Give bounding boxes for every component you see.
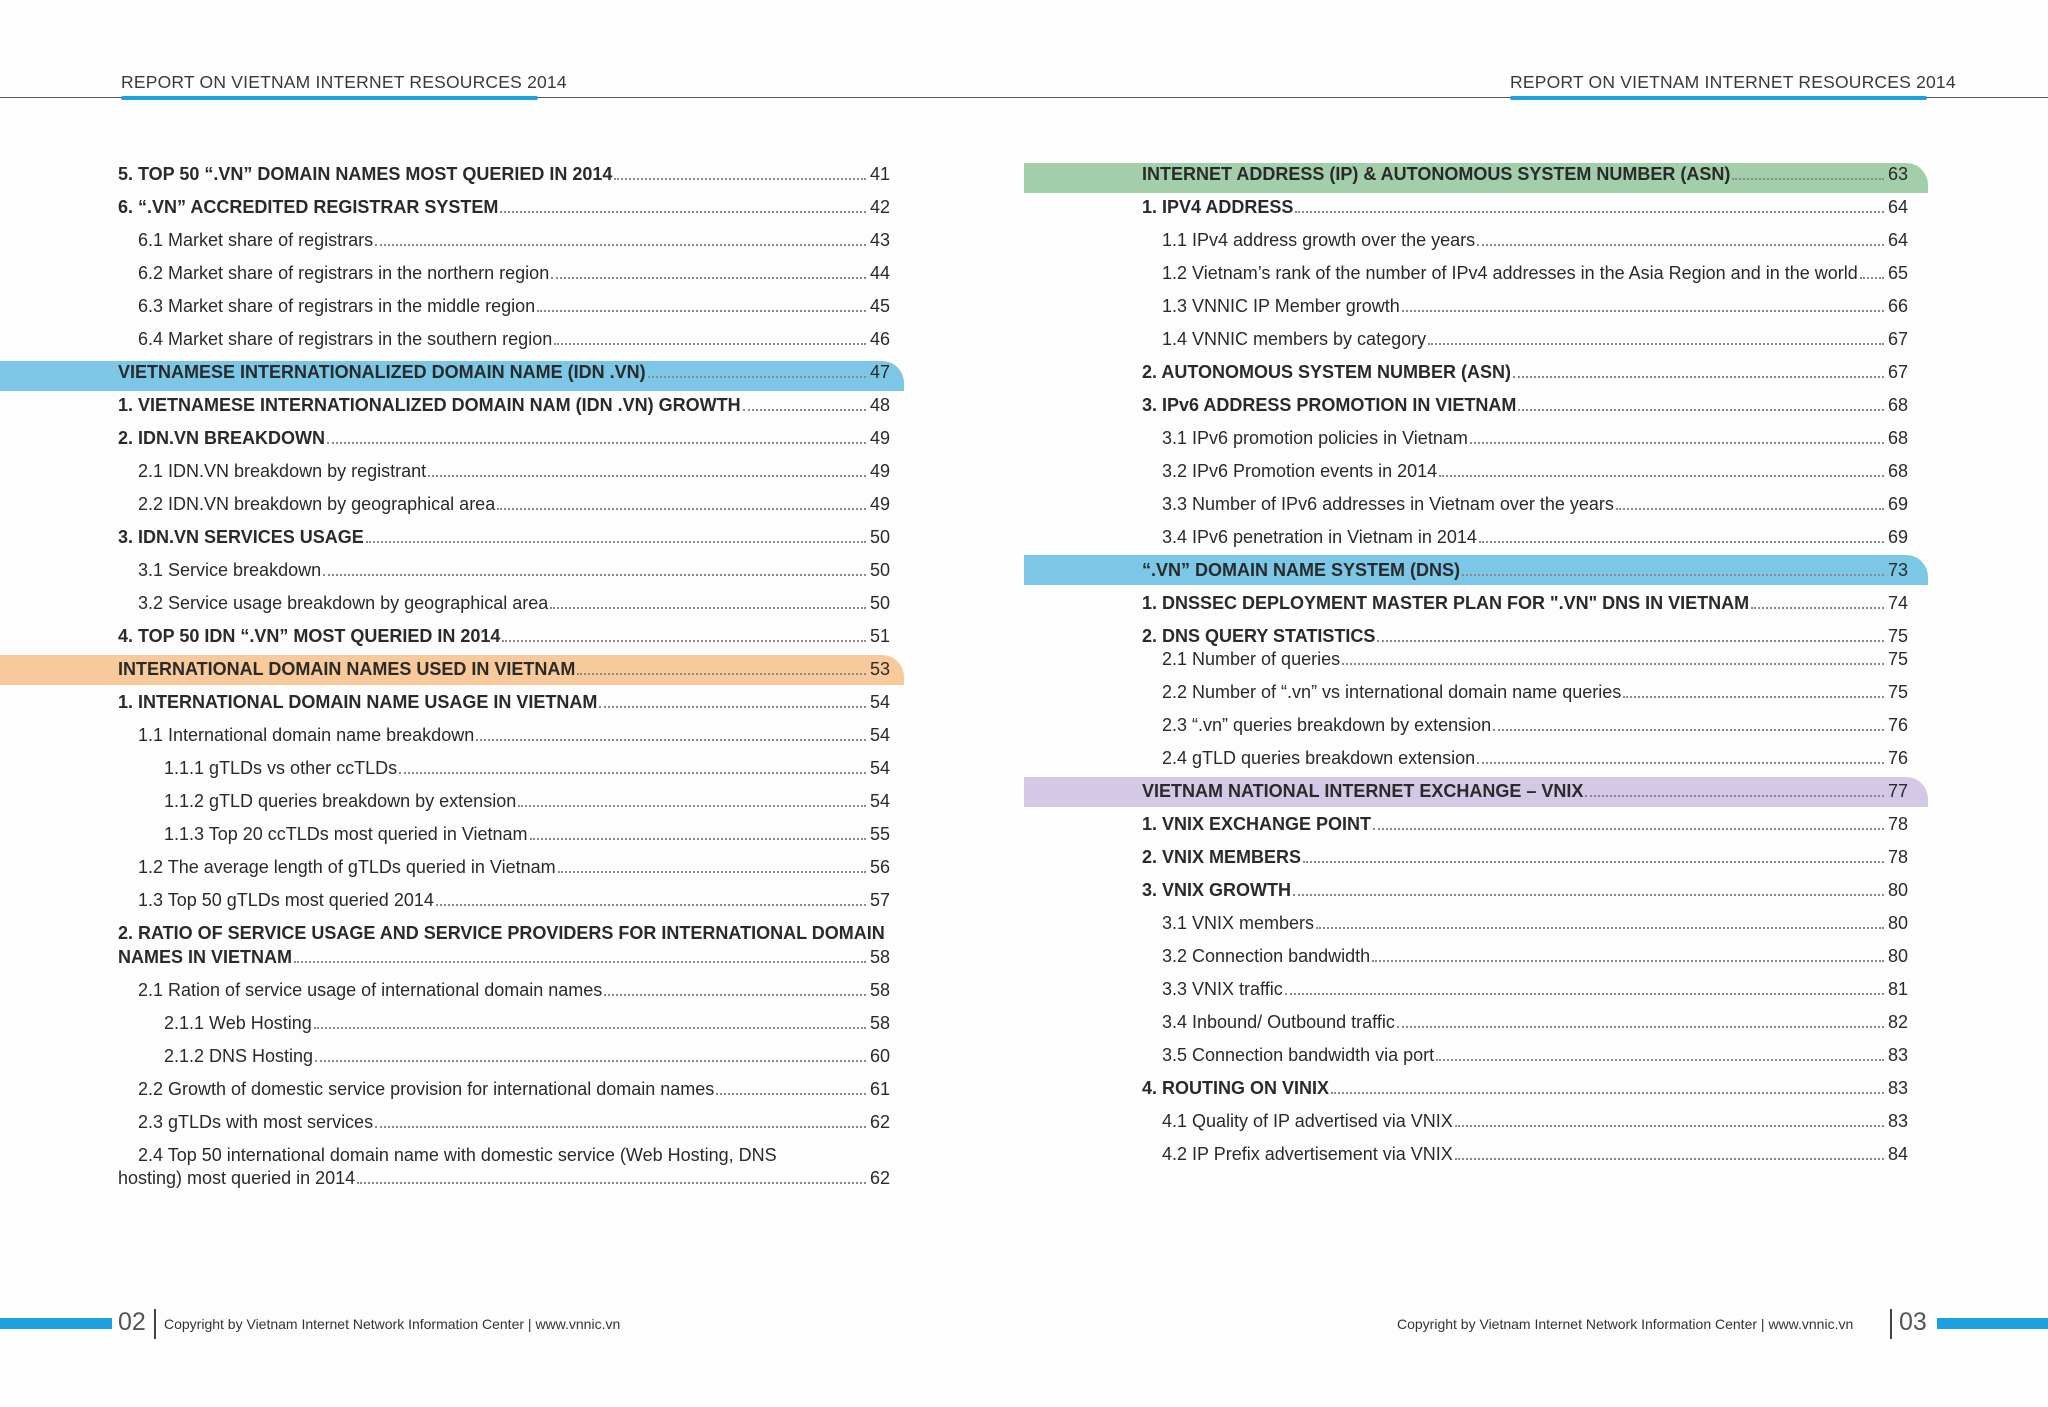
dot-leader <box>1439 474 1884 477</box>
dot-leader <box>315 1059 866 1062</box>
toc-page: 54 <box>869 692 890 712</box>
toc-label: 3.1 IPv6 promotion policies in Vietnam <box>1162 428 1468 448</box>
dot-leader <box>375 1125 866 1128</box>
toc-page: 58 <box>869 947 890 967</box>
dot-leader <box>577 672 866 675</box>
toc-entry[interactable] <box>118 1167 890 1189</box>
toc-page: 46 <box>869 329 890 349</box>
toc-entry[interactable] <box>1162 978 1908 1000</box>
toc-entry[interactable] <box>1142 846 1908 868</box>
toc-page: 43 <box>869 230 890 250</box>
toc-entry[interactable] <box>164 757 890 779</box>
toc-page: 81 <box>1887 979 1908 999</box>
toc-page: 62 <box>869 1168 890 1188</box>
toc-section-heading[interactable] <box>1142 559 1908 581</box>
toc-entry[interactable] <box>118 946 890 968</box>
toc-label: INTERNATIONAL DOMAIN NAMES USED IN VIETNAM <box>118 659 576 679</box>
toc-page: 50 <box>869 527 890 547</box>
dot-leader <box>1477 243 1884 246</box>
toc-label: NAMES IN VIETNAM <box>118 947 293 967</box>
toc-label: 3.3 Number of IPv6 addresses in Vietnam over the years <box>1162 494 1614 514</box>
toc-page: 51 <box>869 626 890 646</box>
toc-entry[interactable] <box>138 229 890 251</box>
dot-leader <box>554 342 866 345</box>
dot-leader <box>1455 1157 1884 1160</box>
toc-label: 2.2 IDN.VN breakdown by geographical area <box>138 494 496 514</box>
toc-label: 1.1 International domain name breakdown <box>138 725 475 745</box>
dot-leader <box>1428 342 1884 345</box>
toc-label: 3.4 IPv6 penetration in Vietnam in 2014 <box>1162 527 1477 547</box>
toc-page: 50 <box>869 560 890 580</box>
toc-entry[interactable] <box>1162 460 1908 482</box>
toc-entry[interactable] <box>1162 1011 1908 1033</box>
toc-label: hosting) most queried in 2014 <box>118 1168 356 1188</box>
toc-entry[interactable] <box>1162 681 1908 703</box>
toc-page: 57 <box>869 890 890 910</box>
toc-page: 68 <box>1887 461 1908 481</box>
toc-page: 63 <box>1887 164 1908 184</box>
toc-page: 84 <box>1887 1144 1908 1164</box>
toc-label: VIETNAMESE INTERNATIONALIZED DOMAIN NAME (IDN .VN) <box>118 362 646 382</box>
dot-leader <box>357 1181 866 1184</box>
toc-entry[interactable] <box>138 493 890 515</box>
dot-leader <box>294 960 866 963</box>
toc-label: 1. INTERNATIONAL DOMAIN NAME USAGE IN VIETNAM <box>118 692 598 712</box>
toc-entry[interactable] <box>1142 1077 1908 1099</box>
toc-page: 75 <box>1887 626 1908 646</box>
dot-leader <box>604 993 866 996</box>
dot-leader <box>1342 662 1884 665</box>
toc-entry[interactable] <box>138 295 890 317</box>
dot-leader <box>1513 375 1884 378</box>
toc-label: 1.4 VNNIC members by category <box>1162 329 1427 349</box>
dot-leader <box>1732 177 1884 180</box>
toc-label: 2.4 gTLD queries breakdown extension <box>1162 748 1476 768</box>
toc-page: 64 <box>1887 230 1908 250</box>
toc-label: 4. ROUTING ON VINIX <box>1142 1078 1330 1098</box>
dot-leader <box>1860 276 1884 279</box>
toc-entry[interactable] <box>164 1045 890 1067</box>
toc-page: 45 <box>869 296 890 316</box>
toc-label: 2. IDN.VN BREAKDOWN <box>118 428 326 448</box>
dot-leader <box>599 705 866 708</box>
dot-leader <box>614 177 866 180</box>
toc-entry[interactable] <box>138 559 890 581</box>
toc-page: 48 <box>869 395 890 415</box>
toc-page: 80 <box>1887 880 1908 900</box>
dot-leader <box>551 276 866 279</box>
toc-page: 69 <box>1887 527 1908 547</box>
toc-entry[interactable] <box>138 979 890 1001</box>
dot-leader <box>1293 893 1884 896</box>
dot-leader <box>436 903 866 906</box>
toc-label: 6.1 Market share of registrars <box>138 230 374 250</box>
dot-leader <box>1316 926 1884 929</box>
dot-leader <box>1479 540 1884 543</box>
toc-entry-line1[interactable] <box>138 1144 890 1166</box>
toc-page: 73 <box>1887 560 1908 580</box>
toc-entry-line1[interactable] <box>118 922 890 944</box>
toc-entry[interactable] <box>1162 714 1908 736</box>
toc-entry[interactable] <box>118 691 890 713</box>
toc-page: 65 <box>1887 263 1908 283</box>
dot-leader <box>1455 1124 1884 1127</box>
dot-leader <box>1436 1058 1884 1061</box>
dot-leader <box>1402 309 1884 312</box>
toc-page: 49 <box>869 461 890 481</box>
toc-label: INTERNET ADDRESS (IP) & AUTONOMOUS SYSTEM NUMBER (ASN) <box>1142 164 1731 184</box>
toc-entry[interactable] <box>118 163 890 185</box>
right-page-number: 03 <box>1899 1308 1927 1336</box>
left-copyright: Copyright by Vietnam Internet Network Information Center | www.vnnic.vn <box>164 1316 621 1332</box>
toc-entry[interactable] <box>1142 813 1908 835</box>
toc-label: 6.3 Market share of registrars in the middle region <box>138 296 536 316</box>
toc-label: 2.1 IDN.VN breakdown by registrant <box>138 461 427 481</box>
dot-leader <box>648 375 866 378</box>
toc-label: 2. RATIO OF SERVICE USAGE AND SERVICE PROVIDERS FOR INTERNATIONAL DOMAIN <box>118 923 885 943</box>
toc-entry[interactable] <box>1142 361 1908 383</box>
toc-label: 3. IPv6 ADDRESS PROMOTION IN VIETNAM <box>1142 395 1517 415</box>
toc-page: 58 <box>869 980 890 1000</box>
dot-leader <box>428 474 866 477</box>
toc-label: 2.3 gTLDs with most services <box>138 1112 374 1132</box>
toc-label: 6. “.VN” ACCREDITED REGISTRAR SYSTEM <box>118 197 499 217</box>
toc-page: 54 <box>869 758 890 778</box>
toc-label: 2.1 Number of queries <box>1162 649 1341 669</box>
toc-label: 2.1.2 DNS Hosting <box>164 1046 314 1066</box>
toc-page: 68 <box>1887 395 1908 415</box>
toc-entry[interactable] <box>1162 1044 1908 1066</box>
dot-leader <box>497 507 866 510</box>
left-footer-bar <box>0 1318 112 1329</box>
toc-label: 3.3 VNIX traffic <box>1162 979 1283 999</box>
toc-page: 58 <box>869 1013 890 1033</box>
toc-page: 75 <box>1887 649 1908 669</box>
left-page-number: 02 <box>118 1308 146 1336</box>
toc-entry[interactable] <box>1162 493 1908 515</box>
toc-entry[interactable] <box>138 724 890 746</box>
right-header-underline <box>1510 96 1927 100</box>
toc-entry[interactable] <box>138 262 890 284</box>
toc-section-heading[interactable] <box>118 658 890 680</box>
toc-entry[interactable] <box>1162 747 1908 769</box>
dot-leader <box>537 309 866 312</box>
toc-page: 44 <box>869 263 890 283</box>
toc-label: 2.3 “.vn” queries breakdown by extension <box>1162 715 1492 735</box>
toc-entry[interactable] <box>1162 295 1908 317</box>
toc-page: 53 <box>869 659 890 679</box>
toc-page: 56 <box>869 857 890 877</box>
toc-page: 54 <box>869 791 890 811</box>
dot-leader <box>1377 639 1884 642</box>
toc-page: 50 <box>869 593 890 613</box>
toc-page: 82 <box>1887 1012 1908 1032</box>
toc-page: 83 <box>1887 1078 1908 1098</box>
toc-entry[interactable] <box>138 328 890 350</box>
toc-entry[interactable] <box>1162 328 1908 350</box>
toc-label: 6.4 Market share of registrars in the southern region <box>138 329 553 349</box>
toc-label: 1. VIETNAMESE INTERNATIONALIZED DOMAIN NAM (IDN .VN) GROWTH <box>118 395 741 415</box>
toc-page: 78 <box>1887 814 1908 834</box>
toc-page: 54 <box>869 725 890 745</box>
dot-leader <box>1303 860 1884 863</box>
toc-page: 68 <box>1887 428 1908 448</box>
toc-label: 1.1.3 Top 20 ccTLDs most queried in Vietnam <box>164 824 528 844</box>
toc-label: 2.2 Growth of domestic service provision for international domain names <box>138 1079 715 1099</box>
toc-label: 3.5 Connection bandwidth via port <box>1162 1045 1435 1065</box>
dot-leader <box>1493 728 1884 731</box>
toc-entry[interactable] <box>138 1111 890 1133</box>
toc-page: 77 <box>1887 781 1908 801</box>
toc-page: 62 <box>869 1112 890 1132</box>
toc-page: 41 <box>869 164 890 184</box>
toc-entry[interactable] <box>138 592 890 614</box>
toc-page: 75 <box>1887 682 1908 702</box>
toc-label: 2. DNS QUERY STATISTICS <box>1142 626 1376 646</box>
toc-page: 55 <box>869 824 890 844</box>
toc-page: 80 <box>1887 913 1908 933</box>
toc-label: 1.3 Top 50 gTLDs most queried 2014 <box>138 890 434 910</box>
dot-leader <box>1373 827 1884 830</box>
toc-label: 3.2 Connection bandwidth <box>1162 946 1371 966</box>
toc-label: 1. DNSSEC DEPLOYMENT MASTER PLAN FOR ".VN" DNS IN VIETNAM <box>1142 593 1750 613</box>
toc-label: 3. VNIX GROWTH <box>1142 880 1292 900</box>
dot-leader <box>1585 794 1884 797</box>
toc-entry[interactable] <box>1142 592 1908 614</box>
toc-page: 64 <box>1887 197 1908 217</box>
toc-label: 3.1 VNIX members <box>1162 913 1315 933</box>
toc-entry[interactable] <box>1162 229 1908 251</box>
dot-leader <box>476 738 866 741</box>
toc-label: 2.2 Number of “.vn” vs international domain name queries <box>1162 682 1622 702</box>
toc-label: 2.1.1 Web Hosting <box>164 1013 312 1033</box>
dot-leader <box>1470 441 1884 444</box>
toc-page: 60 <box>869 1046 890 1066</box>
toc-page: 66 <box>1887 296 1908 316</box>
toc-label: 5. TOP 50 “.VN” DOMAIN NAMES MOST QUERIED IN 2014 <box>118 164 613 184</box>
toc-entry[interactable] <box>1162 1110 1908 1132</box>
toc-label: “.VN” DOMAIN NAME SYSTEM (DNS) <box>1142 560 1461 580</box>
toc-label: 1. VNIX EXCHANGE POINT <box>1142 814 1372 834</box>
toc-entry[interactable] <box>1142 625 1908 647</box>
dot-leader <box>399 771 866 774</box>
toc-entry[interactable] <box>164 1012 890 1034</box>
toc-label: 1.2 Vietnam’s rank of the number of IPv4 addresses in the Asia Region and in the world <box>1162 263 1858 283</box>
dot-leader <box>530 837 866 840</box>
toc-entry[interactable] <box>1162 427 1908 449</box>
toc-entry[interactable] <box>118 394 890 416</box>
toc-page: 47 <box>869 362 890 382</box>
toc-label: 3.2 Service usage breakdown by geographical area <box>138 593 549 613</box>
toc-entry[interactable] <box>138 1078 890 1100</box>
toc-label: 3.2 IPv6 Promotion events in 2014 <box>1162 461 1438 481</box>
dot-leader <box>500 210 866 213</box>
toc-page: 76 <box>1887 748 1908 768</box>
toc-label: 1.1 IPv4 address growth over the years <box>1162 230 1476 250</box>
dot-leader <box>550 606 866 609</box>
toc-entry[interactable] <box>1162 912 1908 934</box>
toc-page: 67 <box>1887 329 1908 349</box>
toc-label: 2. VNIX MEMBERS <box>1142 847 1302 867</box>
toc-page: 42 <box>869 197 890 217</box>
toc-page: 49 <box>869 494 890 514</box>
right-footer-separator <box>1890 1309 1892 1339</box>
toc-entry[interactable] <box>1142 394 1908 416</box>
dot-leader <box>1295 210 1884 213</box>
toc-section-heading[interactable] <box>1142 163 1908 185</box>
left-footer-separator <box>154 1309 156 1339</box>
left-header-underline <box>121 96 538 100</box>
dot-leader <box>1518 408 1884 411</box>
toc-label: VIETNAM NATIONAL INTERNET EXCHANGE – VNIX <box>1142 781 1584 801</box>
toc-page: 67 <box>1887 362 1908 382</box>
toc-label: 1.1.2 gTLD queries breakdown by extension <box>164 791 517 811</box>
toc-entry[interactable] <box>118 625 890 647</box>
left-header-title: REPORT ON VIETNAM INTERNET RESOURCES 2014 <box>121 72 567 92</box>
dot-leader <box>1331 1091 1884 1094</box>
toc-entry[interactable] <box>164 823 890 845</box>
toc-label: 1. IPV4 ADDRESS <box>1142 197 1294 217</box>
dot-leader <box>743 408 866 411</box>
toc-entry[interactable] <box>1162 526 1908 548</box>
right-header-title: REPORT ON VIETNAM INTERNET RESOURCES 2014 <box>1510 72 1956 92</box>
toc-label: 1.1.1 gTLDs vs other ccTLDs <box>164 758 398 778</box>
dot-leader <box>366 540 866 543</box>
toc-entry[interactable] <box>1142 196 1908 218</box>
toc-label: 3.4 Inbound/ Outbound traffic <box>1162 1012 1395 1032</box>
dot-leader <box>1397 1025 1884 1028</box>
toc-entry[interactable] <box>1162 648 1908 670</box>
toc-label: 1.3 VNNIC IP Member growth <box>1162 296 1400 316</box>
toc-entry[interactable] <box>164 790 890 812</box>
toc-label: 4.1 Quality of IP advertised via VNIX <box>1162 1111 1453 1131</box>
dot-leader <box>558 870 866 873</box>
dot-leader <box>1372 959 1884 962</box>
toc-entry[interactable] <box>138 460 890 482</box>
toc-label: 3.1 Service breakdown <box>138 560 322 580</box>
toc-page: 61 <box>869 1079 890 1099</box>
toc-label: 2.1 Ration of service usage of international domain names <box>138 980 603 1000</box>
toc-section-heading[interactable] <box>1142 780 1908 802</box>
toc-page: 69 <box>1887 494 1908 514</box>
toc-entry[interactable] <box>1162 945 1908 967</box>
dot-leader <box>314 1026 866 1029</box>
toc-label: 1.2 The average length of gTLDs queried in Vietnam <box>138 857 556 877</box>
dot-leader <box>1477 761 1884 764</box>
toc-label: 2. AUTONOMOUS SYSTEM NUMBER (ASN) <box>1142 362 1512 382</box>
dot-leader <box>1751 606 1884 609</box>
toc-label: 2.4 Top 50 international domain name with domestic service (Web Hosting, DNS <box>138 1145 777 1165</box>
toc-entry[interactable] <box>1162 262 1908 284</box>
toc-page: 76 <box>1887 715 1908 735</box>
dot-leader <box>502 639 866 642</box>
dot-leader <box>1623 695 1884 698</box>
toc-page: 83 <box>1887 1045 1908 1065</box>
toc-label: 4.2 IP Prefix advertisement via VNIX <box>1162 1144 1453 1164</box>
right-footer-bar <box>1937 1318 2048 1329</box>
toc-label: 6.2 Market share of registrars in the northern region <box>138 263 550 283</box>
toc-section-heading[interactable] <box>118 361 890 383</box>
dot-leader <box>327 441 866 444</box>
toc-page: 49 <box>869 428 890 448</box>
dot-leader <box>716 1092 866 1095</box>
toc-page: 74 <box>1887 593 1908 613</box>
toc-page: 78 <box>1887 847 1908 867</box>
toc-entry[interactable] <box>1142 879 1908 901</box>
toc-entry[interactable] <box>118 427 890 449</box>
toc-entry[interactable] <box>1162 1143 1908 1165</box>
dot-leader <box>1285 992 1884 995</box>
toc-entry[interactable] <box>118 196 890 218</box>
toc-entry[interactable] <box>138 889 890 911</box>
right-copyright: Copyright by Vietnam Internet Network Information Center | www.vnnic.vn <box>1397 1316 1854 1332</box>
dot-leader <box>1462 573 1884 576</box>
dot-leader <box>323 573 866 576</box>
dot-leader <box>375 243 866 246</box>
toc-entry[interactable] <box>138 856 890 878</box>
toc-page: 80 <box>1887 946 1908 966</box>
toc-label: 4. TOP 50 IDN “.VN” MOST QUERIED IN 2014 <box>118 626 501 646</box>
dot-leader <box>1616 507 1884 510</box>
toc-label: 3. IDN.VN SERVICES USAGE <box>118 527 364 547</box>
toc-entry[interactable] <box>118 526 890 548</box>
toc-page: 83 <box>1887 1111 1908 1131</box>
dot-leader <box>518 804 866 807</box>
